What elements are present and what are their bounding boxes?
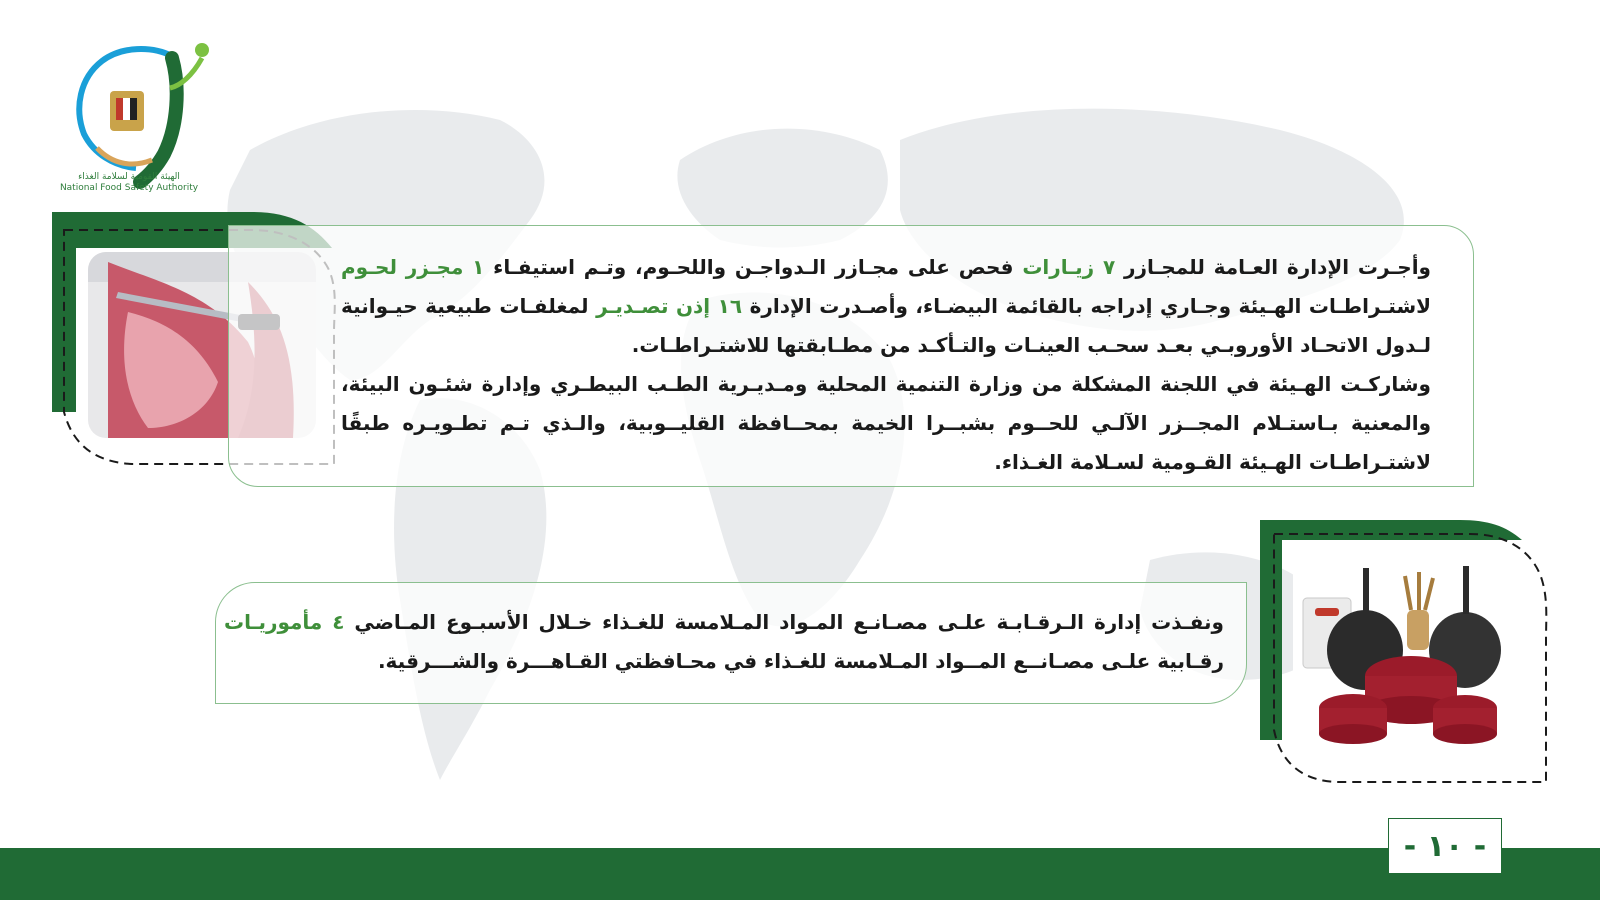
logo-english-name: National Food Safety Authority (59, 183, 199, 193)
section-1-text-panel (228, 225, 1474, 487)
p1-highlight-export-permits: ١٦ إذن تصـديـر (596, 294, 743, 318)
p1-text-3: لاشتـراطـات الهـيئة وجـاري إدراجه بالقائمة البيضـاء، وأصـدرت الإدارة (742, 294, 1432, 318)
s2-text-2: رقـابية علـى مصـانــع المــواد المـلامسة للغـذاء في محـافظتي القـاهـــرة والشـــرقية. (377, 649, 1224, 673)
paragraph-2: وشاركـت الهـيئة في اللجنة المشكلة من وزارة التنمية المحلية ومـديـرية الطـب البيطـري وإدارة شئـون البيئة، والمعنية بـاستـلام المجــزر الآلـي للحــوم بشبــرا الخيمة بمحــافظة القليــوبية، والـذي تـم تطـويـره طبقًا لاشتـراطـات الهـيئة القـومية لسـلامة الغـذاء. (341, 372, 1431, 474)
s2-text-1: ونفـذت إدارة الـرقـابـة علـى مصـانـع المـواد المـلامسة للغـذاء خـلال الأسبـوع المـاضي (344, 610, 1224, 634)
p1-highlight-slaughterhouse: ١ مجـزر لحـوم (341, 255, 485, 279)
p1-text-4: لمغلفـات طبيعية حيـوانية لـدول الاتحـاد الأوروبـي بعـد سحـب العينـات والتـأكـد من مطـابقتها للاشتـراطـات. (341, 294, 1431, 357)
p1-text-2: فحص على مجـازر الـدواجـن واللحـوم، وتـم استيفـاء (484, 255, 1023, 279)
paragraph-1 (341, 248, 1431, 365)
section-2-text-panel (215, 582, 1247, 704)
s2-highlight-missions: ٤ مأموريـات (224, 610, 345, 634)
p1-highlight-visits: ٧ زيـارات (1022, 255, 1116, 279)
logo-arabic-name: الهيئة القومية لسلامة الغذاء (78, 172, 180, 182)
footer-bar (0, 848, 1600, 900)
cookware-set-photo (1293, 558, 1525, 750)
p1-text-1: وأجـرت الإدارة العـامة للمجـازر (1115, 255, 1431, 279)
page-number: - ١٠ - (1388, 818, 1502, 874)
